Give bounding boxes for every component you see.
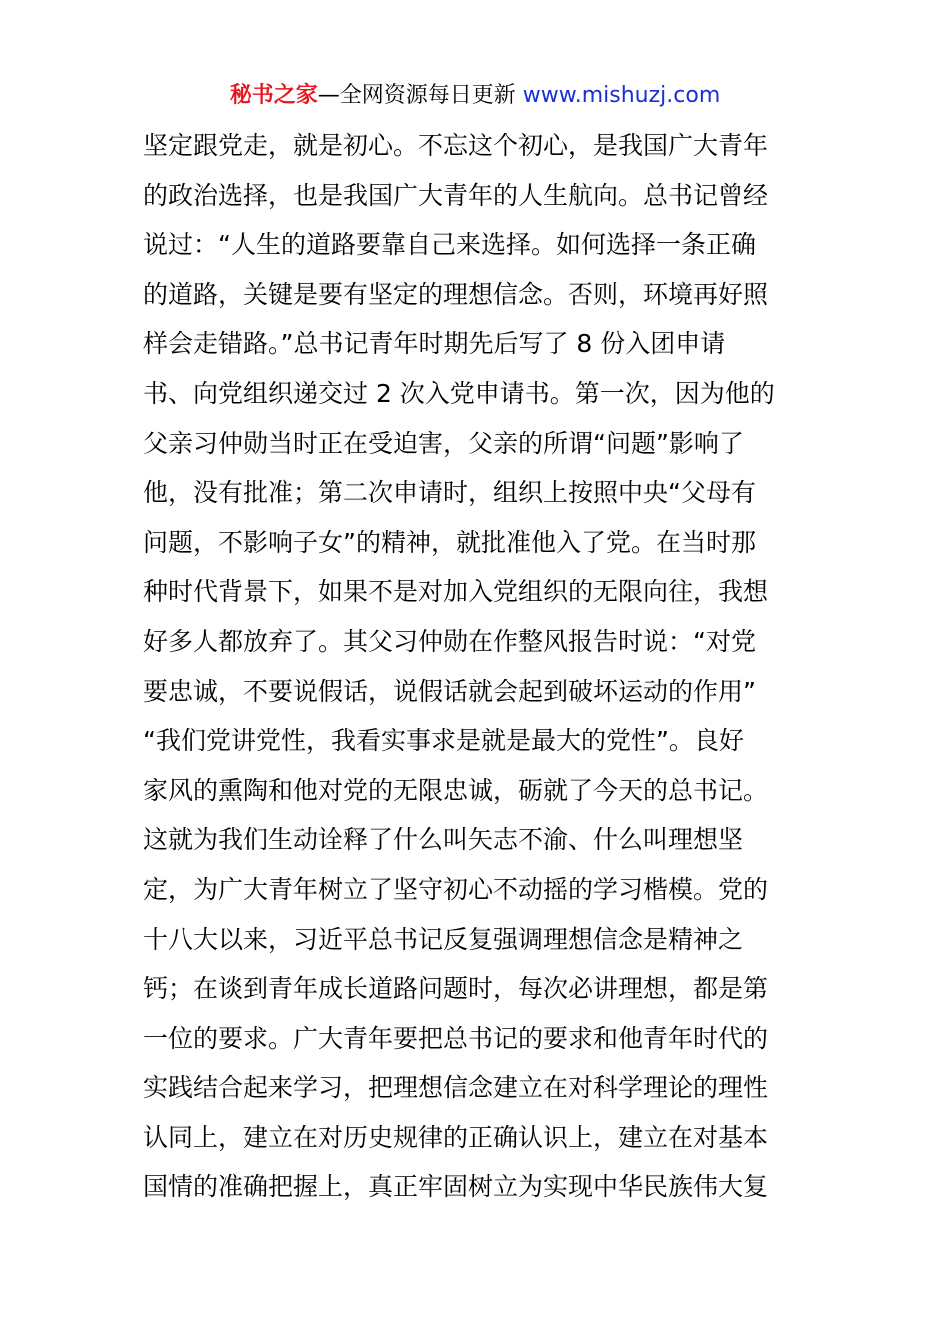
text-line: 坚定跟党走，就是初心。不忘这个初心，是我国广大青年 xyxy=(143,131,769,160)
text-line: 实践结合起来学习，把理想信念建立在对科学理论的理性 xyxy=(143,1073,769,1103)
text-line: 样会走错路。”总书记青年时期先后写了 8 份入团申请 xyxy=(143,329,726,359)
text-line: 国情的准确把握上，真正牢固树立为实现中华民族伟大复 xyxy=(143,1172,769,1202)
text-line: 钙；在谈到青年成长道路问题时，每次必讲理想，都是第 xyxy=(143,974,769,1004)
text-line: 一位的要求。广大青年要把总书记的要求和他青年时代的 xyxy=(143,1023,769,1053)
header-tagline: —全网资源每日更新 xyxy=(317,83,516,108)
text-line: 书、向党组织递交过 2 次入党申请书。第一次，因为他的 xyxy=(143,378,775,408)
text-line: 十八大以来，习近平总书记反复强调理想信念是精神之 xyxy=(143,924,744,954)
site-url[interactable]: www.mishuzj.com xyxy=(522,83,721,108)
text-line: 的道路，关键是要有坚定的理想信念。否则，环境再好照 xyxy=(143,279,769,309)
text-line: 的政治选择，也是我国广大青年的人生航向。总书记曾经 xyxy=(143,180,769,210)
text-line: 认同上，建立在对历史规律的正确认识上，建立在对基本 xyxy=(143,1122,769,1152)
text-line: 好多人都放弃了。其父习仲勋在作整风报告时说：“对党 xyxy=(143,626,756,656)
text-line: 种时代背景下，如果不是对加入党组织的无限向往，我想 xyxy=(143,577,769,607)
text-line: “我们党讲党性，我看实事求是就是最大的党性”。良好 xyxy=(143,726,744,756)
text-line: 父亲习仲勋当时正在受迫害，父亲的所谓“问题”影响了 xyxy=(143,428,744,458)
text-line: 说过：“人生的道路要靠自己来选择。如何选择一条正确 xyxy=(143,230,756,260)
text-line: 问题，不影响子女”的精神，就批准他入了党。在当时那 xyxy=(143,527,756,557)
text-line: 这就为我们生动诠释了什么叫矢志不渝、什么叫理想坚 xyxy=(143,825,744,855)
text-line: 要忠诚，不要说假话，说假话就会起到破坏运动的作用” xyxy=(143,676,756,706)
text-line: 家风的熏陶和他对党的无限忠诚，砺就了今天的总书记。 xyxy=(143,775,769,805)
body-text xyxy=(143,121,813,1212)
page-header xyxy=(0,80,950,112)
brand-name: 秘书之家 xyxy=(229,83,318,108)
text-line: 定，为广大青年树立了坚守初心不动摇的学习楷模。党的 xyxy=(143,874,769,904)
text-line: 他，没有批准；第二次申请时，组织上按照中央“父母有 xyxy=(143,478,756,508)
